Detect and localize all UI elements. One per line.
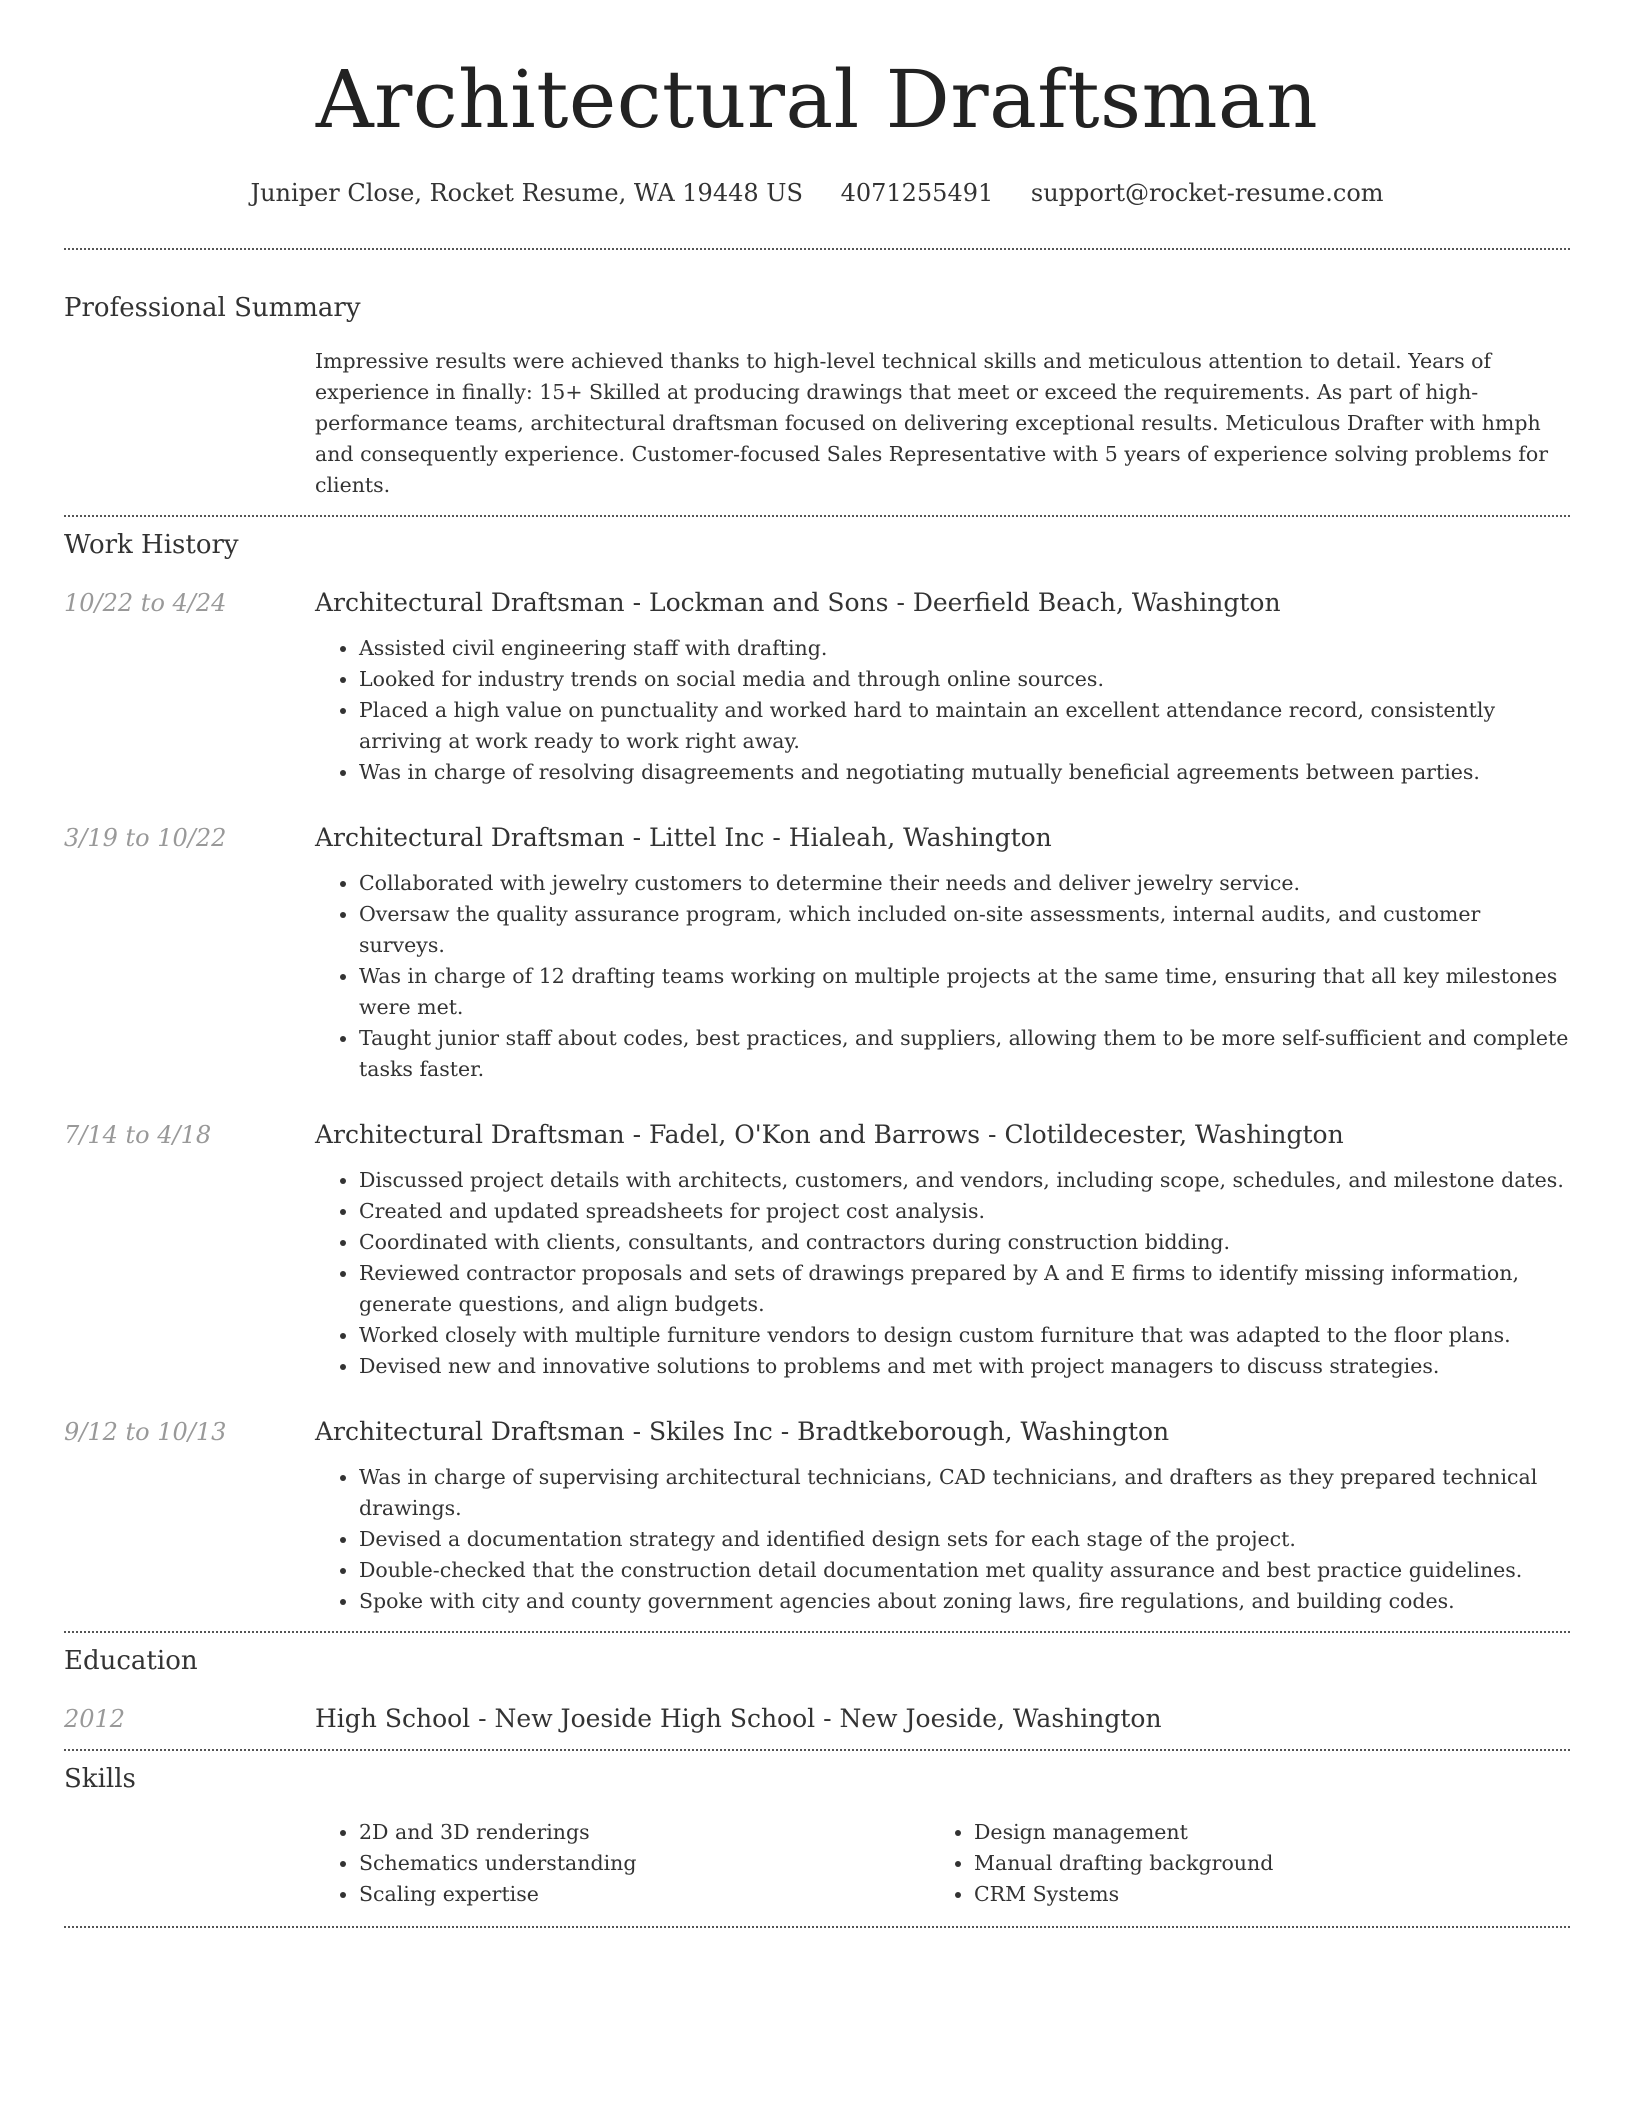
job-bullet: • Discussed project details with architects, customers, and vendors, including scope, schedules, and milestone dates. (359, 1165, 1570, 1196)
contact-line (64, 178, 1570, 208)
job-bullet: • Double-checked that the construction detail documentation met quality assurance and best practice guidelines. (359, 1555, 1570, 1586)
education-details: - New Joeside High School - New Joeside, Washington (470, 1704, 1162, 1733)
education-heading: Education (64, 1646, 198, 1676)
job-bullet: • Spoke with city and county government agencies about zoning laws, fire regulations, and building codes. (359, 1586, 1570, 1617)
resume-header (64, 0, 1570, 208)
job-bullet: • Reviewed contractor proposals and sets of drawings prepared by A and E firms to identify missing information, generate questions, and align budgets. (359, 1258, 1570, 1320)
work-history-section (64, 529, 1570, 1617)
contact-phone: 4071255491 (840, 179, 994, 207)
job-dates: 10/22 to 4/24 (64, 589, 227, 617)
job-entry (64, 1119, 1570, 1382)
job-bullet: • Taught junior staff about codes, best practices, and suppliers, allowing them to be more self-sufficient and complete tasks faster. (359, 1023, 1570, 1085)
job-bullets (315, 868, 1570, 1085)
work-history-heading: Work History (64, 530, 239, 560)
job-bullets (315, 1462, 1570, 1617)
resume-name: Architectural Draftsman (315, 53, 1319, 146)
education-year: 2012 (64, 1705, 126, 1733)
job-title: Architectural Draftsman - Skiles Inc - Bradtkeborough, Washington (315, 1417, 1170, 1446)
education-entry (64, 1703, 1570, 1735)
job-bullet: • Was in charge of 12 drafting teams working on multiple projects at the same time, ensuring that all key milestones were met. (359, 961, 1570, 1023)
job-bullet: • Placed a high value on punctuality and worked hard to maintain an excellent attendance record, consistently arriving at work ready to work right away. (359, 695, 1570, 757)
resume-page (64, 0, 1570, 1928)
job-bullet: • Was in charge of supervising architectural technicians, CAD technicians, and drafters as they prepared technical drawings. (359, 1462, 1570, 1524)
job-dates: 3/19 to 10/22 (64, 824, 227, 852)
skills-list (315, 1817, 1570, 1910)
skill-item: • Scaling expertise (359, 1879, 930, 1910)
skill-item: • 2D and 3D renderings (359, 1817, 930, 1848)
contact-email: support@rocket-resume.com (1030, 179, 1384, 207)
job-bullet: • Coordinated with clients, consultants, and contractors during construction bidding. (359, 1227, 1570, 1258)
divider (64, 1749, 1570, 1751)
summary-text: Impressive results were achieved thanks to high-level technical skills and meticulous attention to detail. Years of experience in finally: 15+ Skilled at producing drawings that meet or exceed the requirements. As part of high-performance teams, architectural draftsman focused on delivering exceptional results. Meticulous Drafter with hmph and consequently experience. Customer-focused Sales Representative with 5 years of experience solving problems for clients. (315, 349, 1549, 497)
skills-section (64, 1763, 1570, 1910)
job-title: Architectural Draftsman - Lockman and Sons - Deerfield Beach, Washington (315, 588, 1281, 617)
job-dates: 9/12 to 10/13 (64, 1418, 227, 1446)
contact-address: Juniper Close, Rocket Resume, WA 19448 US (250, 179, 803, 207)
job-bullets (315, 1165, 1570, 1382)
job-bullet: • Worked closely with multiple furniture vendors to design custom furniture that was adapted to the floor plans. (359, 1320, 1570, 1351)
skills-column-right (930, 1817, 1545, 1910)
divider (64, 248, 1570, 250)
skill-item: • Design management (974, 1817, 1545, 1848)
skills-heading: Skills (64, 1764, 136, 1794)
job-bullet: • Assisted civil engineering staff with drafting. (359, 633, 1570, 664)
job-bullets (315, 633, 1570, 788)
summary-section (64, 292, 1570, 501)
education-degree: High School (315, 1704, 471, 1733)
job-bullet: • Devised new and innovative solutions to problems and met with project managers to discuss strategies. (359, 1351, 1570, 1382)
job-entry (64, 1416, 1570, 1617)
skills-column-left (315, 1817, 930, 1910)
job-title: Architectural Draftsman - Fadel, O'Kon and Barrows - Clotildecester, Washington (315, 1120, 1344, 1149)
skill-item: • CRM Systems (974, 1879, 1545, 1910)
job-bullet: • Looked for industry trends on social media and through online sources. (359, 664, 1570, 695)
job-bullet: • Collaborated with jewelry customers to determine their needs and deliver jewelry service. (359, 868, 1570, 899)
skill-item: • Manual drafting background (974, 1848, 1545, 1879)
job-bullet: • Was in charge of resolving disagreements and negotiating mutually beneficial agreements between parties. (359, 757, 1570, 788)
education-section (64, 1645, 1570, 1735)
job-title: Architectural Draftsman - Littel Inc - Hialeah, Washington (315, 823, 1052, 852)
job-entry (64, 822, 1570, 1085)
summary-heading: Professional Summary (64, 293, 361, 323)
job-bullet: • Oversaw the quality assurance program, which included on-site assessments, internal audits, and customer surveys. (359, 899, 1570, 961)
job-bullet: • Devised a documentation strategy and identified design sets for each stage of the project. (359, 1524, 1570, 1555)
job-bullet: • Created and updated spreadsheets for project cost analysis. (359, 1196, 1570, 1227)
job-entry (64, 587, 1570, 788)
skill-item: • Schematics understanding (359, 1848, 930, 1879)
divider (64, 1926, 1570, 1928)
job-dates: 7/14 to 4/18 (64, 1121, 212, 1149)
divider (64, 1631, 1570, 1633)
divider (64, 515, 1570, 517)
